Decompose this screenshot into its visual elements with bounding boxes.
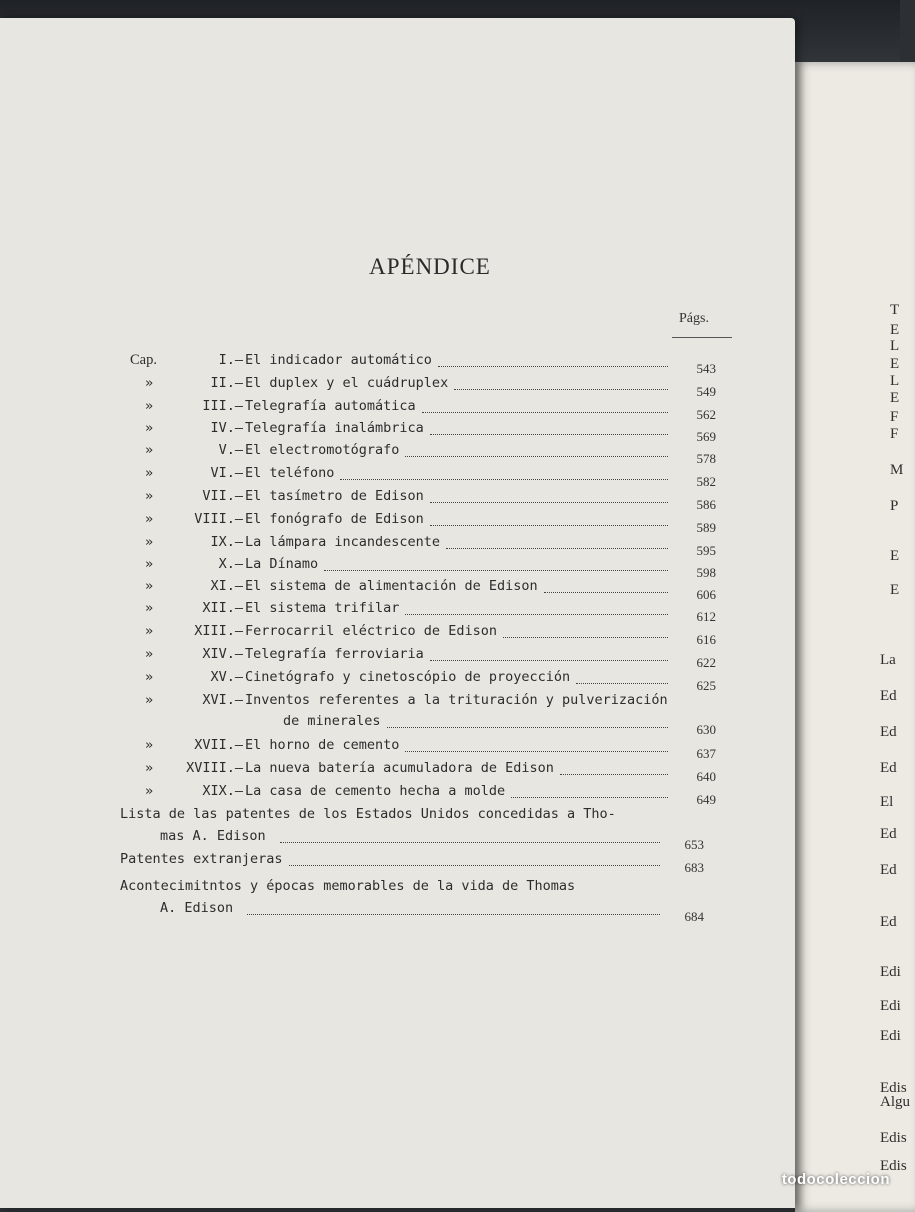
ditto-mark: » [145,737,154,753]
toc-entry [0,760,800,784]
ditto-mark: » [145,556,154,572]
chapter-number: VIII.— [194,511,243,527]
chapter-title: Cinetógrafo y cinetoscópio de proyección [245,669,571,685]
page-title: APÉNDICE [369,254,491,279]
page-number: 586 [696,497,716,512]
ditto-mark: » [145,646,154,662]
toc-entry [0,465,800,489]
ditto-mark: » [145,669,154,685]
toc-entry [0,511,800,535]
dot-leader [438,364,668,367]
page-number: 622 [696,655,716,670]
watermark: todocoleccion [781,1171,890,1188]
pages-column-rule [672,337,732,338]
chapter-number: IX.— [210,534,243,550]
right-page-fragment: L [890,373,900,389]
chapter-number: IV.— [210,420,243,436]
page-number: 640 [696,769,716,784]
chapter-title: El sistema trifilar [245,600,400,616]
page-number: 549 [696,384,716,399]
chapter-number: XII.— [202,600,243,616]
chapter-number: VI.— [210,465,243,481]
dot-leader [387,725,668,728]
right-page-fragment: F [890,426,899,442]
page-number: 683 [684,860,704,875]
right-page-fragment: E [890,356,900,372]
chapter-title: El horno de cemento [245,737,400,753]
chapter-number: XV.— [210,669,243,685]
toc-entry [0,646,800,670]
chapter-title: La lámpara incandescente [245,534,441,550]
page-number: 598 [696,565,716,580]
page-number: 637 [696,746,716,761]
chapter-title: Telegrafía automática [245,398,416,414]
chapter-title: El teléfono [245,465,335,481]
dot-leader [405,749,668,752]
page-number: 562 [696,407,716,422]
chapter-number: X.— [218,556,243,572]
chapter-number: II.— [210,375,243,391]
cap-label: Cap. [130,352,157,368]
chapter-title: El electromotógrafo [245,442,400,458]
ditto-mark: » [145,442,154,458]
ditto-mark: » [145,488,154,504]
dot-leader [247,912,660,915]
dot-leader [324,568,668,571]
right-page-fragment: E [890,582,900,598]
toc-entry [0,783,800,807]
toc-entry [0,352,800,376]
ditto-mark: » [145,692,154,708]
right-page-fragment: P [890,498,899,514]
page-number: 595 [696,543,716,558]
page-number: 606 [696,587,716,602]
chapter-number: XIV.— [202,646,243,662]
chapter-title: El fonógrafo de Edison [245,511,424,527]
chapter-title: La Dínamo [245,556,319,572]
chapter-number: I.— [218,352,243,368]
right-page-fragment: Ed [880,724,897,740]
page-number: 543 [696,361,716,376]
dot-leader [280,840,660,843]
dot-leader [340,477,668,480]
ditto-mark: » [145,375,154,391]
right-page-fragment: Edis [880,1080,907,1096]
chapter-title: El tasímetro de Edison [245,488,424,504]
right-page-fragment: Edis [880,1130,907,1146]
page-number: 684 [684,909,704,924]
toc-entry [0,556,800,580]
right-page-fragment: E [890,390,900,406]
dot-leader [503,635,668,638]
chapter-title: La casa de cemento hecha a molde [245,783,506,799]
ditto-mark: » [145,465,154,481]
dot-leader [511,795,668,798]
toc-entry [0,488,800,512]
chapter-title-continuation: de minerales [283,713,381,729]
right-page-fragment: Edi [880,998,901,1014]
right-page-fragment: Ed [880,760,897,776]
appendix-entry [0,878,800,898]
right-page-fragment: Ed [880,914,897,930]
dot-leader [405,454,668,457]
page-number: 630 [696,722,716,737]
ditto-mark: » [145,783,154,799]
page-number: 582 [696,474,716,489]
page-number: 569 [696,429,716,444]
dot-leader [289,863,660,866]
toc-entry [0,600,800,624]
entry-text: Patentes extranjeras [120,851,283,867]
dot-leader [446,546,668,549]
page-number: 616 [696,632,716,647]
chapter-title: El duplex y el cuádruplex [245,375,449,391]
chapter-number: XIX.— [202,783,243,799]
right-page-fragment: Edi [880,1028,901,1044]
dot-leader [430,658,668,661]
entry-text-continuation: mas A. Edison [160,828,266,844]
right-page-fragment: L [890,338,900,354]
entry-text: Acontecimitntos y épocas memorables de la vida de Thomas [120,878,576,894]
page-number: 625 [696,678,716,693]
toc-entry-continuation [0,713,800,733]
chapter-title: Telegrafía ferroviaria [245,646,424,662]
right-page-fragment: T [890,302,900,318]
page-number: 578 [696,451,716,466]
chapter-title: Inventos referentes a la trituración y pulverización [245,692,668,708]
toc-entry [0,669,800,693]
right-page-fragment: F [890,409,899,425]
toc-entry [0,578,800,602]
ditto-mark: » [145,511,154,527]
chapter-number: III.— [202,398,243,414]
chapter-number: XI.— [210,578,243,594]
chapter-number: VII.— [202,488,243,504]
toc-entry [0,442,800,466]
chapter-number: XVIII.— [186,760,243,776]
dot-leader [430,500,668,503]
page-number: 612 [696,609,716,624]
chapter-number: XIII.— [194,623,243,639]
ditto-mark: » [145,600,154,616]
entry-text: Lista de las patentes de los Estados Unidos concedidas a Tho- [120,806,616,822]
right-page [795,62,915,1212]
pages-column-label: Págs. [679,311,709,326]
chapter-number: XVI.— [202,692,243,708]
toc-entry [0,623,800,647]
dot-leader [430,523,668,526]
chapter-title: La nueva batería acumuladora de Edison [245,760,554,776]
chapter-title: El sistema de alimentación de Edison [245,578,538,594]
dot-leader [430,432,668,435]
chapter-title: Telegrafía inalámbrica [245,420,424,436]
toc-entry [0,375,800,399]
chapter-number: XVII.— [194,737,243,753]
chapter-number: V.— [218,442,243,458]
toc-entry [0,737,800,761]
dot-leader [544,590,668,593]
entry-text-continuation: A. Edison [160,900,234,916]
right-page-fragment: E [890,322,900,338]
right-page-fragment: El [880,794,894,810]
toc-entry [0,420,800,444]
toc-entry [0,534,800,558]
ditto-mark: » [145,534,154,550]
dot-leader [422,410,668,413]
right-page-fragment: Edi [880,964,901,980]
page-number: 653 [684,837,704,852]
dot-leader [560,772,668,775]
appendix-entry [0,806,800,826]
appendix-entry-continuation [0,900,800,924]
right-page-fragment: E [890,548,900,564]
appendix-entry-continuation [0,828,800,852]
ditto-mark: » [145,760,154,776]
ditto-mark: » [145,420,154,436]
chapter-title: El indicador automático [245,352,432,368]
page-number: 649 [696,792,716,807]
right-page-fragment: Edis [880,1158,907,1174]
dot-leader [454,387,668,390]
right-page-fragment: Ed [880,688,897,704]
right-page-fragment: Ed [880,862,897,878]
appendix-entry [0,851,800,875]
right-page-fragment: Algu [880,1094,910,1110]
ditto-mark: » [145,623,154,639]
right-page-fragment: La [880,652,896,668]
chapter-title: Ferrocarril eléctrico de Edison [245,623,497,639]
dot-leader [576,681,668,684]
toc-entry [0,398,800,422]
right-page-fragment: Ed [880,826,897,842]
ditto-mark: » [145,578,154,594]
ditto-mark: » [145,398,154,414]
page-number: 589 [696,520,716,535]
right-page-fragment: M [890,462,904,478]
dot-leader [405,612,668,615]
